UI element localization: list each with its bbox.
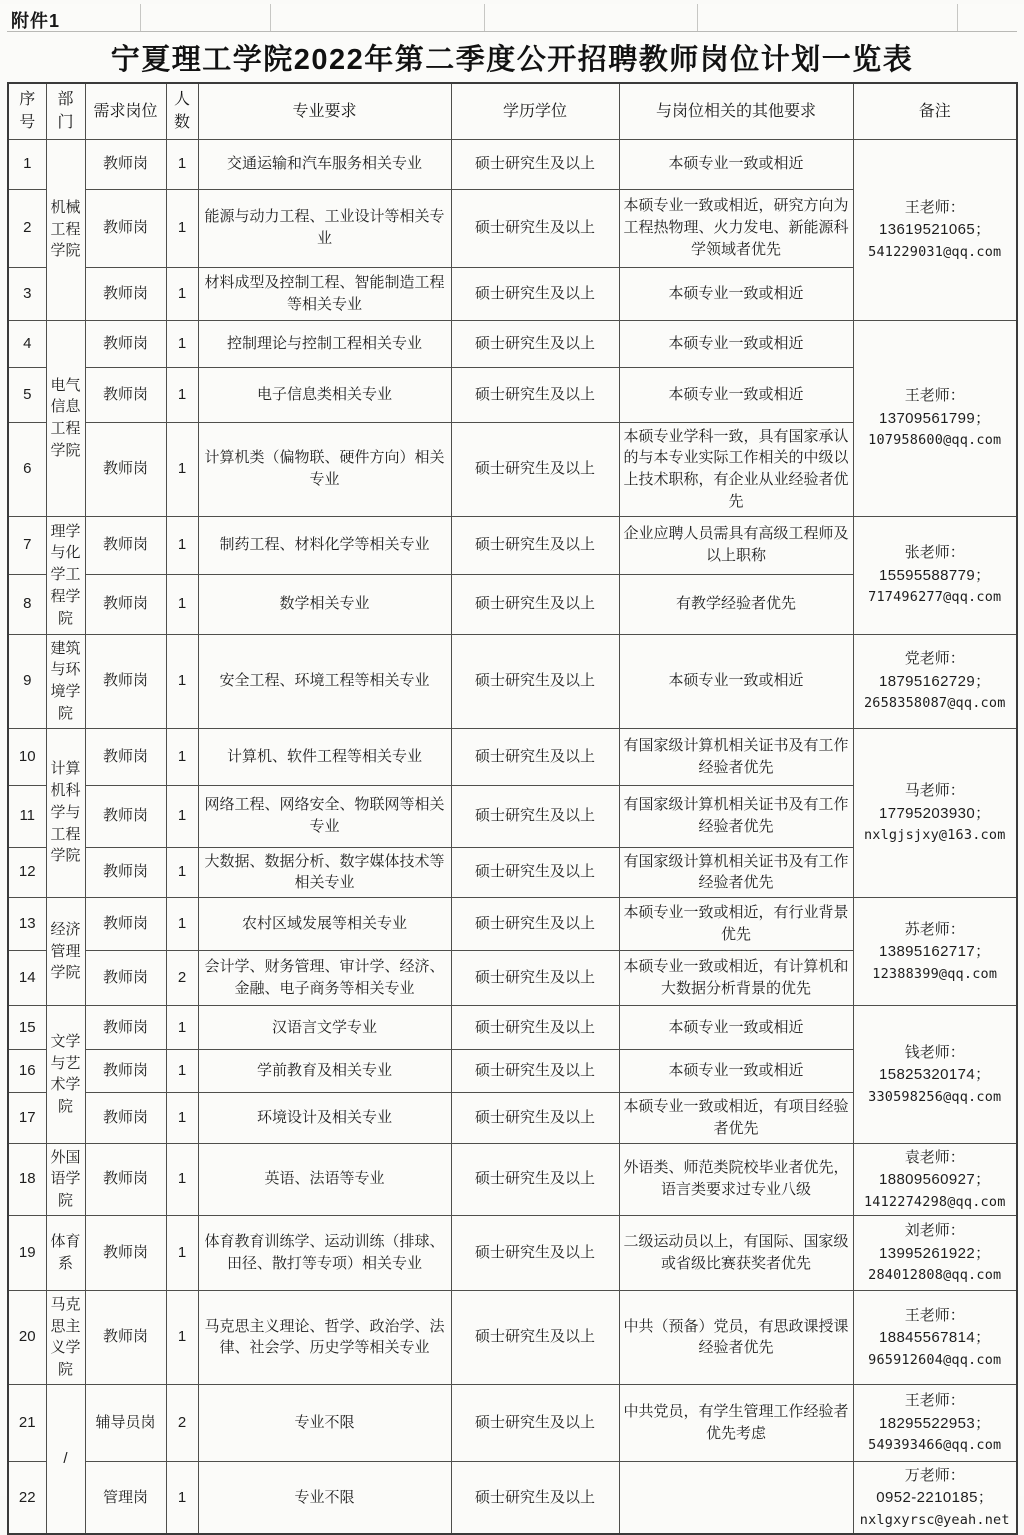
- title-band: [7, 32, 1017, 82]
- cell-degree: 硕士研究生及以上: [451, 898, 619, 951]
- cell-no: 22: [8, 1461, 46, 1534]
- note-email: 330598256@qq.com: [868, 1088, 1002, 1105]
- note-name: 苏老师：: [904, 920, 965, 938]
- cell-other: 本硕专业一致或相近: [619, 634, 853, 728]
- cell-note: [853, 1006, 1017, 1144]
- cell-no: 16: [8, 1050, 46, 1093]
- cell-other: 本硕专业一致或相近: [619, 1006, 853, 1050]
- cell-major: 数学相关专业: [198, 574, 451, 634]
- cell-major: 能源与动力工程、工业设计等相关专业: [198, 189, 451, 267]
- cell-degree: 硕士研究生及以上: [451, 516, 619, 574]
- note-name: 张老师：: [904, 544, 965, 562]
- note-name: 王老师：: [904, 387, 965, 405]
- table-row: [8, 1461, 1017, 1534]
- cell-num: 1: [166, 785, 198, 847]
- page-title: 宁夏理工学院2022年第二季度公开招聘教师岗位计划一览表: [110, 43, 914, 76]
- cell-num: 1: [166, 574, 198, 634]
- cell-num: 1: [166, 634, 198, 728]
- cell-dept: 经济管理学院: [46, 898, 85, 1006]
- note-email: nxlgxyrsc@yeah.net: [859, 1511, 1010, 1528]
- note-phone: 13895162717；: [878, 943, 991, 961]
- cell-other: 有教学经验者优先: [619, 574, 853, 634]
- cell-other: 有国家级计算机相关证书及有工作经验者优先: [619, 847, 853, 898]
- note-phone: 17795203930；: [878, 804, 991, 822]
- cell-num: 1: [166, 1050, 198, 1093]
- col-header-dept: 部门: [46, 83, 85, 139]
- table-row: [8, 728, 1017, 785]
- cell-post: 教师岗: [85, 1290, 166, 1384]
- cell-post: 教师岗: [85, 847, 166, 898]
- cell-other: 本硕专业一致或相近: [619, 320, 853, 367]
- cell-degree: 硕士研究生及以上: [451, 1215, 619, 1290]
- cell-other: 本硕专业一致或相近: [619, 267, 853, 320]
- cell-no: 8: [8, 574, 46, 634]
- note-email: 107958600@qq.com: [868, 432, 1002, 449]
- note-name: 王老师：: [904, 1392, 965, 1410]
- cell-major: 交通运输和汽车服务相关专业: [198, 139, 451, 189]
- cell-post: 管理岗: [85, 1461, 166, 1534]
- cell-dept: /: [46, 1384, 85, 1534]
- cell-post: 教师岗: [85, 367, 166, 422]
- table-row: [8, 1143, 1017, 1215]
- cell-note: [853, 634, 1017, 728]
- cell-post: 教师岗: [85, 139, 166, 189]
- cell-no: 12: [8, 847, 46, 898]
- cell-note: [853, 898, 1017, 1006]
- cell-no: 21: [8, 1384, 46, 1461]
- cell-post: 教师岗: [85, 422, 166, 516]
- cell-major: 马克思主义理论、哲学、政治学、法律、社会学、历史学等相关专业: [198, 1290, 451, 1384]
- col-header-post: 需求岗位: [85, 83, 166, 139]
- spreadsheet-top-strip: [7, 4, 1017, 32]
- note-email: 549393466@qq.com: [868, 1437, 1002, 1454]
- cell-no: 7: [8, 516, 46, 574]
- spreadsheet-gridline: [270, 4, 271, 31]
- cell-num: 1: [166, 422, 198, 516]
- cell-other: 本硕专业一致或相近: [619, 367, 853, 422]
- cell-post: 教师岗: [85, 320, 166, 367]
- table-row: [8, 320, 1017, 367]
- note-phone: 13995261922；: [878, 1244, 991, 1262]
- cell-num: 1: [166, 1143, 198, 1215]
- cell-degree: 硕士研究生及以上: [451, 189, 619, 267]
- cell-degree: 硕士研究生及以上: [451, 634, 619, 728]
- cell-no: 11: [8, 785, 46, 847]
- cell-post: 辅导员岗: [85, 1384, 166, 1461]
- cell-dept: 理学与化学工程学院: [46, 516, 85, 634]
- cell-major: 安全工程、环境工程等相关专业: [198, 634, 451, 728]
- cell-other: 本硕专业一致或相近: [619, 1050, 853, 1093]
- cell-dept: 机械工程学院: [46, 139, 85, 320]
- cell-major: 会计学、财务管理、审计学、经济、金融、电子商务等相关专业: [198, 951, 451, 1006]
- cell-note: [853, 320, 1017, 516]
- note-phone: 18295522953；: [878, 1414, 991, 1432]
- table-row: [8, 1384, 1017, 1461]
- cell-major: 英语、法语等专业: [198, 1143, 451, 1215]
- cell-other: 有国家级计算机相关证书及有工作经验者优先: [619, 785, 853, 847]
- cell-num: 1: [166, 367, 198, 422]
- cell-num: 1: [166, 189, 198, 267]
- note-phone: 13709561799；: [878, 409, 991, 427]
- cell-post: 教师岗: [85, 728, 166, 785]
- cell-num: 1: [166, 898, 198, 951]
- cell-other: 本硕专业学科一致，具有国家承认的与本专业实际工作相关的中级以上技术职称，有企业从业经验者优先: [619, 422, 853, 516]
- cell-major: 农村区域发展等相关专业: [198, 898, 451, 951]
- note-email: 965912604@qq.com: [868, 1351, 1002, 1368]
- cell-degree: 硕士研究生及以上: [451, 1384, 619, 1461]
- cell-num: 1: [166, 847, 198, 898]
- note-name: 袁老师：: [904, 1148, 965, 1166]
- note-email: 12388399@qq.com: [872, 965, 998, 982]
- cell-other: 本硕专业一致或相近，有项目经验者优先: [619, 1093, 853, 1144]
- note-phone: 0952-2210185；: [876, 1489, 994, 1507]
- cell-no: 15: [8, 1006, 46, 1050]
- table-row: [8, 516, 1017, 574]
- cell-dept: 建筑与环境学院: [46, 634, 85, 728]
- cell-no: 9: [8, 634, 46, 728]
- cell-other: 有国家级计算机相关证书及有工作经验者优先: [619, 728, 853, 785]
- cell-note: [853, 1290, 1017, 1384]
- note-phone: 15825320174；: [878, 1066, 991, 1084]
- cell-other: 中共党员，有学生管理工作经验者优先考虑: [619, 1384, 853, 1461]
- cell-no: 10: [8, 728, 46, 785]
- cell-degree: 硕士研究生及以上: [451, 267, 619, 320]
- cell-other: 本硕专业一致或相近: [619, 139, 853, 189]
- cell-degree: 硕士研究生及以上: [451, 728, 619, 785]
- cell-degree: 硕士研究生及以上: [451, 1461, 619, 1534]
- cell-degree: 硕士研究生及以上: [451, 1006, 619, 1050]
- cell-num: 1: [166, 1006, 198, 1050]
- cell-post: 教师岗: [85, 516, 166, 574]
- cell-post: 教师岗: [85, 189, 166, 267]
- cell-post: 教师岗: [85, 1093, 166, 1144]
- cell-degree: 硕士研究生及以上: [451, 320, 619, 367]
- note-email: 2658358087@qq.com: [863, 695, 1006, 712]
- cell-num: 1: [166, 1290, 198, 1384]
- cell-post: 教师岗: [85, 634, 166, 728]
- cell-major: 专业不限: [198, 1461, 451, 1534]
- cell-no: 2: [8, 189, 46, 267]
- cell-major: 制药工程、材料化学等相关专业: [198, 516, 451, 574]
- cell-no: 14: [8, 951, 46, 1006]
- cell-dept: 文学与艺术学院: [46, 1006, 85, 1144]
- note-name: 刘老师：: [904, 1222, 965, 1240]
- col-header-major: 专业要求: [198, 83, 451, 139]
- cell-no: 18: [8, 1143, 46, 1215]
- col-header-degree: 学历学位: [451, 83, 619, 139]
- cell-note: [853, 1384, 1017, 1461]
- note-name: 王老师：: [904, 198, 965, 216]
- cell-num: 1: [166, 1093, 198, 1144]
- cell-major: 计算机类（偏物联、硬件方向）相关专业: [198, 422, 451, 516]
- cell-degree: 硕士研究生及以上: [451, 1093, 619, 1144]
- cell-note: [853, 1215, 1017, 1290]
- cell-num: 1: [166, 516, 198, 574]
- cell-dept: 计算机科学与工程学院: [46, 728, 85, 898]
- cell-no: 4: [8, 320, 46, 367]
- cell-post: 教师岗: [85, 1215, 166, 1290]
- cell-num: 1: [166, 1461, 198, 1534]
- cell-major: 学前教育及相关专业: [198, 1050, 451, 1093]
- note-phone: 18795162729；: [878, 672, 991, 690]
- note-email: nxlgjsjxy@163.com: [863, 827, 1006, 844]
- col-header-other: 与岗位相关的其他要求: [619, 83, 853, 139]
- spreadsheet-gridline: [957, 4, 958, 31]
- cell-num: 1: [166, 1215, 198, 1290]
- cell-no: 20: [8, 1290, 46, 1384]
- cell-num: 1: [166, 728, 198, 785]
- cell-note: [853, 728, 1017, 898]
- recruitment-table: [7, 82, 1018, 1535]
- cell-post: 教师岗: [85, 267, 166, 320]
- spreadsheet-gridline: [697, 4, 698, 31]
- cell-degree: 硕士研究生及以上: [451, 139, 619, 189]
- cell-other: 二级运动员以上，有国际、国家级或省级比赛获奖者优先: [619, 1215, 853, 1290]
- cell-other: 企业应聘人员需具有高级工程师及以上职称: [619, 516, 853, 574]
- cell-dept: 外国语学院: [46, 1143, 85, 1215]
- table-row: [8, 1006, 1017, 1050]
- cell-note: [853, 1143, 1017, 1215]
- note-email: 717496277@qq.com: [868, 589, 1002, 606]
- note-phone: 18809560927；: [878, 1171, 991, 1188]
- table-row: [8, 898, 1017, 951]
- cell-degree: 硕士研究生及以上: [451, 847, 619, 898]
- table-row: [8, 139, 1017, 189]
- cell-degree: 硕士研究生及以上: [451, 1143, 619, 1215]
- note-email: 541229031@qq.com: [868, 243, 1002, 260]
- cell-dept: 马克思主义学院: [46, 1290, 85, 1384]
- cell-no: 6: [8, 422, 46, 516]
- note-name: 马老师：: [904, 782, 965, 800]
- cell-degree: 硕士研究生及以上: [451, 785, 619, 847]
- cell-num: 2: [166, 951, 198, 1006]
- cell-no: 3: [8, 267, 46, 320]
- cell-degree: 硕士研究生及以上: [451, 1050, 619, 1093]
- cell-major: 电子信息类相关专业: [198, 367, 451, 422]
- note-name: 万老师：: [904, 1466, 965, 1484]
- cell-other: 本硕专业一致或相近，研究方向为工程热物理、火力发电、新能源科学领域者优先: [619, 189, 853, 267]
- col-header-no: 序号: [8, 83, 46, 139]
- col-header-num: 人数: [166, 83, 198, 139]
- cell-post: 教师岗: [85, 898, 166, 951]
- cell-note: [853, 516, 1017, 634]
- spreadsheet-gridline: [140, 4, 141, 31]
- cell-post: 教师岗: [85, 951, 166, 1006]
- note-email: 1412274298@qq.com: [863, 1193, 1006, 1210]
- cell-no: 5: [8, 367, 46, 422]
- table-row: [8, 1290, 1017, 1384]
- cell-major: 专业不限: [198, 1384, 451, 1461]
- cell-note: [853, 139, 1017, 320]
- cell-post: 教师岗: [85, 785, 166, 847]
- cell-major: 大数据、数据分析、数字媒体技术等相关专业: [198, 847, 451, 898]
- cell-degree: 硕士研究生及以上: [451, 574, 619, 634]
- cell-other: 本硕专业一致或相近，有行业背景优先: [619, 898, 853, 951]
- table-row: [8, 1215, 1017, 1290]
- cell-major: 材料成型及控制工程、智能制造工程等相关专业: [198, 267, 451, 320]
- col-header-note: 备注: [853, 83, 1017, 139]
- cell-no: 19: [8, 1215, 46, 1290]
- cell-post: 教师岗: [85, 1006, 166, 1050]
- cell-num: 2: [166, 1384, 198, 1461]
- attachment-label: 附件1: [11, 11, 61, 31]
- cell-major: 计算机、软件工程等相关专业: [198, 728, 451, 785]
- cell-no: 17: [8, 1093, 46, 1144]
- cell-dept: 体育系: [46, 1215, 85, 1290]
- spreadsheet-gridline: [484, 4, 485, 31]
- cell-major: 体育教育训练学、运动训练（排球、田径、散打等专项）相关专业: [198, 1215, 451, 1290]
- cell-post: 教师岗: [85, 1050, 166, 1093]
- cell-num: 1: [166, 139, 198, 189]
- cell-major: 控制理论与控制工程相关专业: [198, 320, 451, 367]
- note-phone: 13619521065；: [878, 221, 991, 239]
- cell-degree: 硕士研究生及以上: [451, 422, 619, 516]
- cell-no: 1: [8, 139, 46, 189]
- cell-post: 教师岗: [85, 574, 166, 634]
- cell-no: 13: [8, 898, 46, 951]
- note-phone: 15595588779；: [878, 566, 991, 584]
- cell-num: 1: [166, 320, 198, 367]
- cell-degree: 硕士研究生及以上: [451, 367, 619, 422]
- cell-major: 环境设计及相关专业: [198, 1093, 451, 1144]
- note-name: 党老师：: [904, 650, 965, 668]
- note-phone: 18845567814；: [878, 1329, 991, 1347]
- document-page: [0, 4, 1024, 1528]
- cell-post: 教师岗: [85, 1143, 166, 1215]
- cell-note: [853, 1461, 1017, 1534]
- note-email: 284012808@qq.com: [868, 1267, 1002, 1284]
- header-row: [8, 83, 1017, 139]
- cell-major: 汉语言文学专业: [198, 1006, 451, 1050]
- cell-other: 外语类、师范类院校毕业者优先，语言类要求过专业八级: [619, 1143, 853, 1215]
- note-name: 钱老师：: [904, 1043, 965, 1061]
- cell-dept: 电气信息工程学院: [46, 320, 85, 516]
- cell-other: 中共（预备）党员，有思政课授课经验者优先: [619, 1290, 853, 1384]
- cell-degree: 硕士研究生及以上: [451, 951, 619, 1006]
- cell-other: 本硕专业一致或相近，有计算机和大数据分析背景的优先: [619, 951, 853, 1006]
- cell-degree: 硕士研究生及以上: [451, 1290, 619, 1384]
- cell-other: [619, 1461, 853, 1534]
- cell-major: 网络工程、网络安全、物联网等相关专业: [198, 785, 451, 847]
- table-row: [8, 634, 1017, 728]
- cell-num: 1: [166, 267, 198, 320]
- note-name: 王老师：: [904, 1306, 965, 1324]
